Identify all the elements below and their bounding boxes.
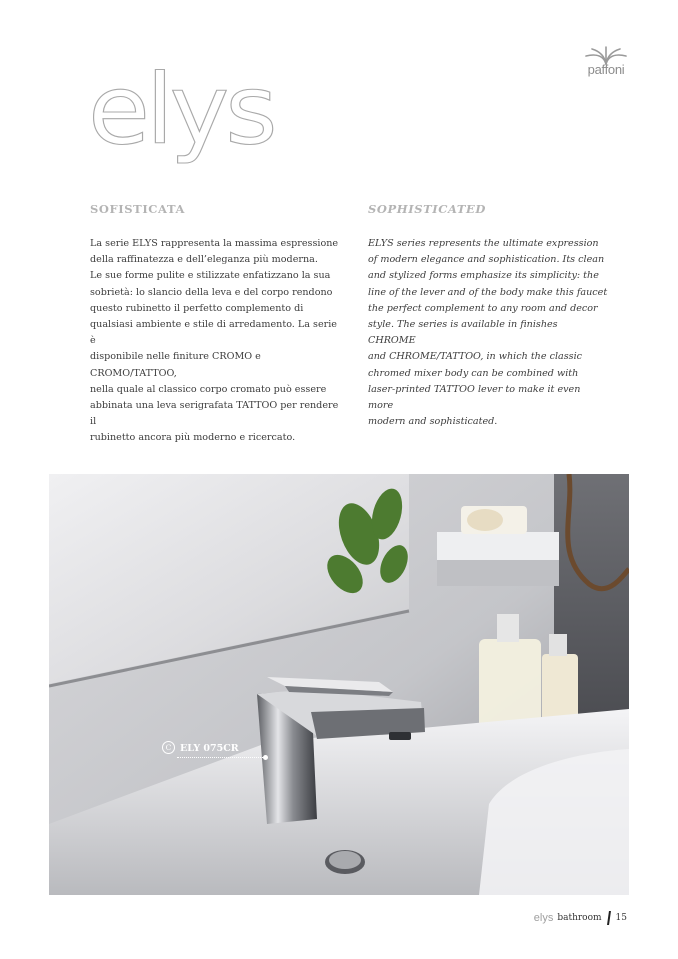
product-code: ELY 075CR	[180, 743, 239, 754]
brand-logo-text: paffoni	[587, 62, 625, 77]
english-heading: SOPHISTICATED	[368, 202, 486, 216]
italian-line: questo rubinetto il perfetto complemento di	[90, 302, 304, 314]
english-line: style. The series is available in finishes CHROME	[368, 319, 558, 347]
english-line: and stylized forms emphasize its simplicity: the	[368, 270, 599, 282]
italian-body	[90, 236, 340, 447]
english-line: modern and sophisticated.	[368, 416, 498, 428]
english-line: chromed mixer body can be combined with	[368, 367, 579, 379]
italian-line: della raffinatezza e dell’eleganza più moderna.	[90, 254, 318, 266]
english-line: laser-printed TATTOO lever to make it even more	[368, 383, 581, 412]
brand-logo	[578, 44, 634, 80]
italian-line: nella quale al classico corpo cromato può essere	[90, 383, 327, 395]
italian-line: disponibile nelle finiture CROMO e CROMO/TATTOO,	[90, 351, 261, 379]
product-code-leader-line	[177, 757, 265, 758]
italian-line: sobrietà: lo slancio della leva e del corpo rendono	[90, 286, 333, 298]
english-line: ELYS series represents the ultimate expression	[368, 238, 599, 249]
italian-heading: SOFISTICATA	[90, 202, 186, 216]
footer-section: bathroom	[557, 913, 602, 923]
footer-separator	[607, 911, 611, 925]
italian-line: rubinetto ancora più moderno e ricercato.	[90, 432, 296, 444]
copyright-circle-icon: C	[162, 741, 175, 754]
italian-line: abbinata una leva serigrafata TATTOO per rendere il	[90, 400, 339, 428]
product-code-dot	[263, 755, 268, 760]
english-line: the perfect complement to any room and decor	[368, 302, 598, 314]
italian-line: qualsiasi ambiente e stile di arredamento. La serie è	[90, 319, 337, 347]
english-line: and CHROME/TATTOO, in which the classic	[368, 351, 583, 363]
english-column	[368, 202, 608, 430]
product-photo	[49, 474, 629, 895]
english-line: line of the lever and of the body make this faucet	[368, 286, 608, 298]
page-footer	[534, 911, 627, 925]
italian-column	[90, 202, 340, 447]
english-body	[368, 236, 608, 430]
english-line: of modern elegance and sophistication. Its clean	[368, 254, 605, 266]
series-title: elys	[88, 54, 274, 166]
page-number: 15	[615, 913, 627, 923]
footer-brand: elys	[533, 912, 554, 924]
italian-line: La serie ELYS rappresenta la massima espressione	[90, 238, 339, 249]
product-code-label	[162, 741, 239, 754]
italian-line: Le sue forme pulite e stilizzate enfatizzano la sua	[90, 270, 331, 282]
